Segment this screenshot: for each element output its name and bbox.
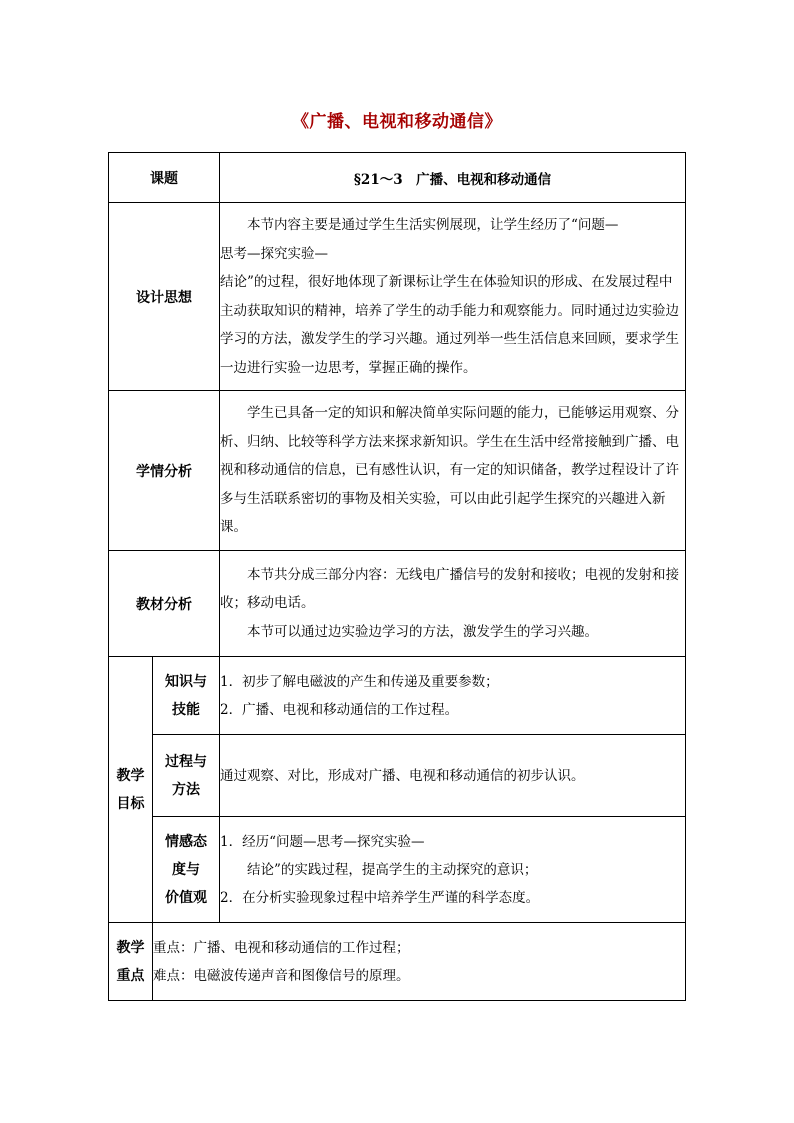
keypoint-key: 重点：广播、电视和移动通信的工作过程； — [153, 939, 410, 956]
knowledge-label — [153, 657, 220, 735]
material-label: 教材分析 — [109, 551, 220, 657]
emotion-label-line3: 价值观 — [165, 889, 207, 906]
topic-label: 课题 — [109, 153, 220, 203]
student-content — [220, 391, 686, 551]
document-title: 《广播、电视和移动通信》 — [292, 112, 502, 132]
emotion-content — [220, 817, 686, 923]
row-student — [109, 391, 686, 551]
design-line-1: 本节内容主要是通过学生生活实例展现，让学生经历了“问题— — [247, 217, 619, 233]
material-p2: 本节可以通过边实验边学习的方法，激发学生的学习兴趣。 — [247, 623, 598, 640]
design-line-2: 思考—探究实验— — [220, 245, 328, 262]
keypoints-content — [153, 923, 686, 1001]
process-text: 通过观察、对比，形成对广播、电视和移动通信的初步认识。 — [220, 767, 585, 784]
goals-label — [109, 657, 153, 923]
topic-value: §21～3 广播、电视和移动通信 — [220, 153, 686, 203]
emotion-label — [153, 817, 220, 923]
student-text: 学生已具备一定的知识和解决简单实际问题的能力，已能够运用观察、分析、归纳、比较等科学方法来探求新知识。学生在生活中经常接触到广播、电视和移动通信的信息，已有感性认识，有一定的知识储备，教学过程设计了许多与生活联系密切的事物及相关实验，可以由此引起学生探究的兴趣进入新课。 — [220, 405, 679, 536]
student-label: 学情分析 — [109, 391, 220, 551]
emotion-item-2: 2．在分析实验现象过程中培养学生严谨的科学态度。 — [220, 889, 540, 906]
process-content — [220, 735, 686, 817]
keypoints-label — [109, 923, 153, 1001]
knowledge-item-1: 1．初步了解电磁波的产生和传递及重要参数； — [220, 673, 499, 690]
keypoints-label-line2: 重点 — [116, 967, 145, 984]
material-content — [220, 551, 686, 657]
keypoints-label-line1: 教学 — [116, 939, 145, 956]
emotion-label-line1: 情感态 — [165, 833, 207, 850]
emotion-label-line2: 度与 — [172, 861, 200, 878]
lesson-plan-table — [108, 152, 686, 1001]
process-label-line2: 方法 — [172, 781, 200, 798]
design-content — [220, 203, 686, 391]
row-topic — [109, 153, 686, 203]
goals-label-line2: 目标 — [116, 795, 145, 812]
knowledge-item-2: 2．广播、电视和移动通信的工作过程。 — [220, 701, 459, 718]
emotion-item-1b: 结论”的实践过程，提高学生的主动探究的意识； — [247, 861, 538, 878]
row-goal-process — [109, 735, 686, 817]
process-label-line1: 过程与 — [165, 753, 207, 770]
emotion-item-1: 1．经历“问题—思考—探究实验— — [220, 833, 425, 850]
knowledge-label-line2: 技能 — [172, 701, 200, 718]
row-goal-emotion — [109, 817, 686, 923]
design-label: 设计思想 — [109, 203, 220, 391]
knowledge-content — [220, 657, 686, 735]
row-design — [109, 203, 686, 391]
design-line-3: 结论”的过程，很好地体现了新课标让学生在体验知识的形成、在发展过程中主动获取知识的精神，培养了学生的动手能力和观察能力。同时通过边实验边学习的方法，激发学生的学习兴趣。通过列举一些生活信息来回顾，要求学生一边进行实验一边思考，掌握正确的操作。 — [220, 274, 679, 376]
keypoint-difficulty: 难点：电磁波传递声音和图像信号的原理。 — [153, 967, 410, 984]
process-label — [153, 735, 220, 817]
goals-label-line1: 教学 — [116, 767, 145, 784]
row-material — [109, 551, 686, 657]
knowledge-label-line1: 知识与 — [165, 673, 207, 690]
material-p1: 本节共分成三部分内容：无线电广播信号的发射和接收；电视的发射和接收；移动电话。 — [220, 566, 679, 612]
row-keypoints — [109, 923, 686, 1001]
row-goal-knowledge — [109, 657, 686, 735]
